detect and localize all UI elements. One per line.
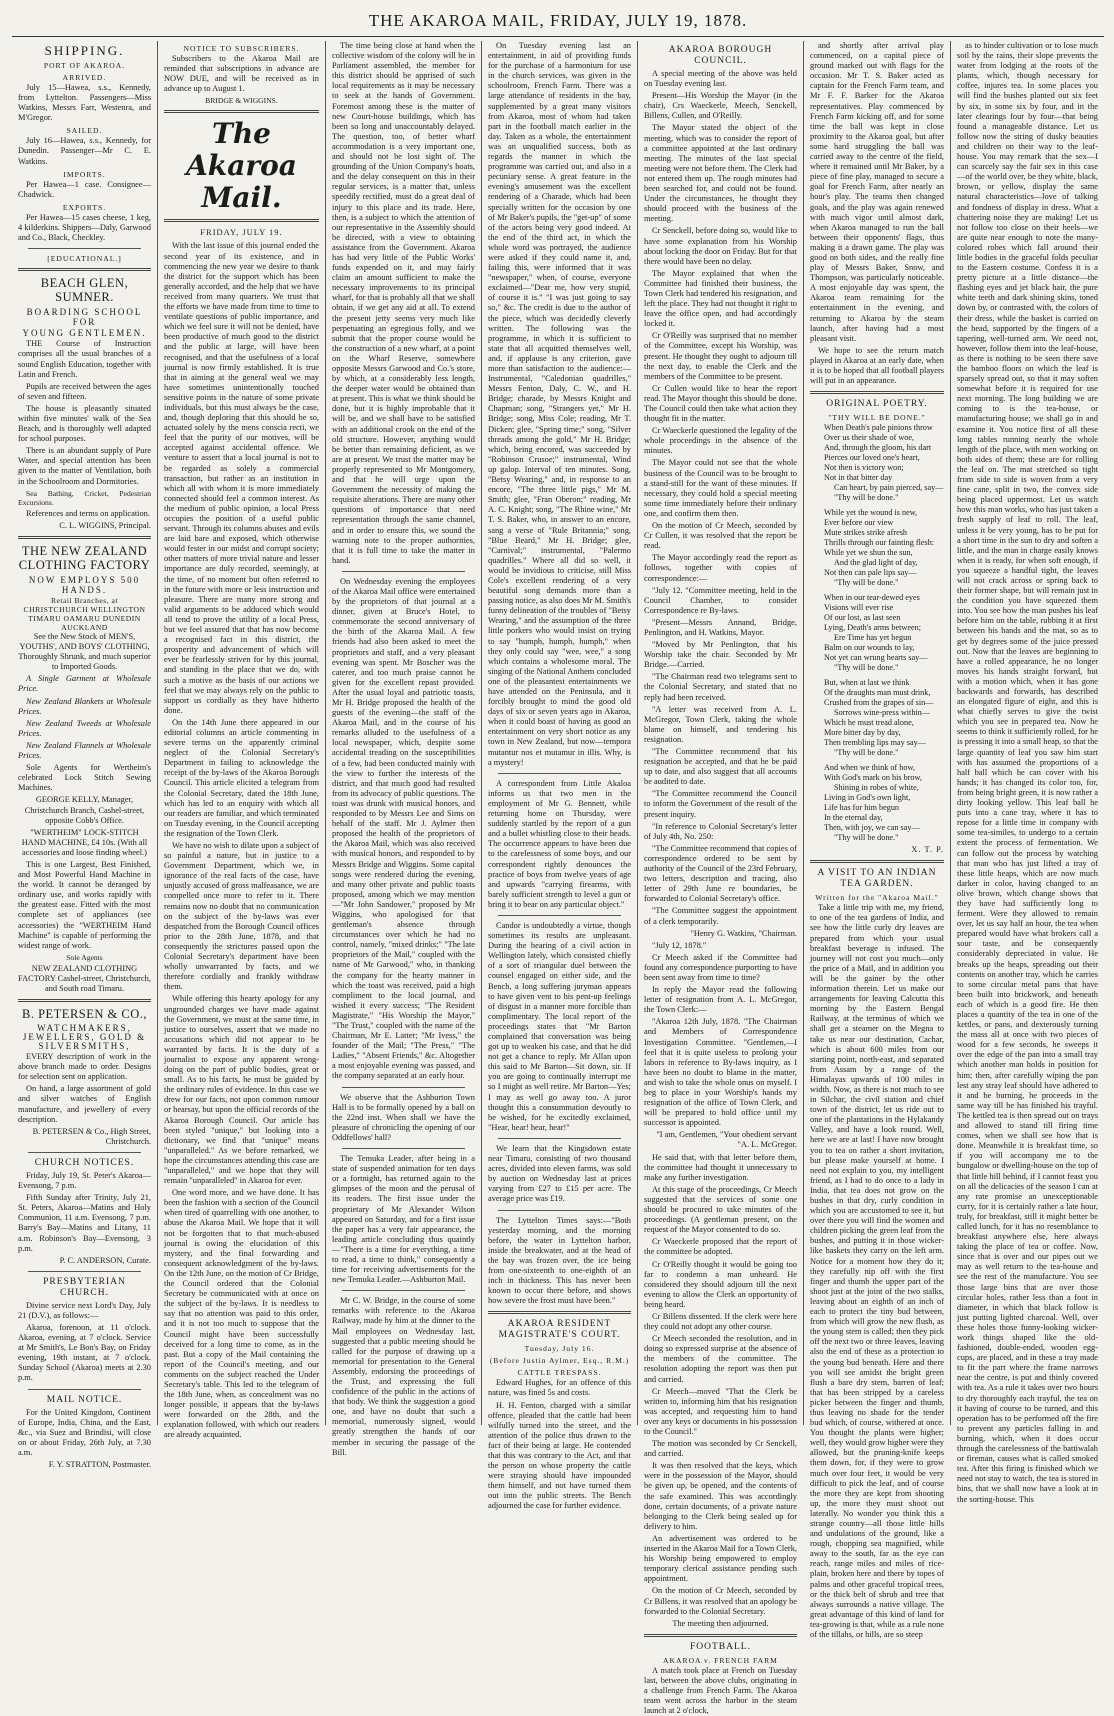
factory-text: A Single Garment at Wholesale Price. (18, 674, 151, 694)
mail-notice-signature: F. Y. STRATTON, Postmaster. (48, 1460, 151, 1469)
poem-signature: X. T. P. (911, 845, 944, 855)
divider (498, 1210, 621, 1211)
article-text: Candor is undoubtedly a virtue, though sometimes its results are unpleasant. During the hearing of a civil action in Wellington lately, which consisted chiefly of a sort of triangular duel between the counsel engaged on either side, and the Bench, a long suffering juryman appears to have given vent to his pent-up feelings of disgust in a manner more forcible than complimentary. The local report of the proceedings states that "Mr Barton complained that conversation was being got up to weaken his case, and that he did not get a chance to reply. Mr Allan upon this said to Mr Barton—Sit down, sir. If you are going to continually interrupt me so I might as well retire. Mr Barton—Yes; I may as well go away too. A juror thought this a consummation devoutly to be wished, for he excitedly exclaimed, "Hear, hear! hear, hear!" (488, 920, 631, 1132)
poem-line: "Thy will be done." (834, 663, 899, 673)
poem-line: Living in God's own light, (824, 793, 911, 803)
borough-title: AKAROA BOROUGH COUNCIL. (668, 45, 773, 66)
article-text: The time being close at hand when the collective wisdom of the colony will be in Parliament assembled, the member for this district should be apprised of such local requirements as it may be necessary to seek at the hands of Government. Foremost among these is the matter of new Court-house buildings, which has been so long and unaccountably delayed. The question, too, of better wharf accommodation is a very important one, and should not be lost sight of. The grounding of the Union Company's boats, and the delay consequent on this in their regular services, is a matter that, unless speedily rectified, must do a great deal of injury to this place and its trade. Here, then, is a subject to which the attention of our representative in the Assembly should be directed, with a view to obtaining assistance from the Government. Akaroa has had very little of the Public Works' funds expended on it, and may fairly claim an amount sufficient to make the necessary improvements to its principal wharf, for that is probably all that we shall obtain, if we get any aid at all. To extend the present jetty seems very much like perpetuating an egregious folly, and we submit that the proper course would be the construction of a new wharf, at a point on the Wharf Reserve, somewhere opposite Messrs Garwood and Co.'s store, by which, at a considerably less length, the deeper water would be obtained than at present. This is what we think should be done, but it is highly improbable that it will be, and we shall have to be satisfied with an additional crook on the end of the old structure. However, anything would be better than remaining deficient, as we are at present. We trust the matter may be properly represented to Mr Montgomery, and that he will urge upon the Government the necessity of making the requisite alterations. There are many other questions of importance that need representation through the same channel, and in order to ensure this, we sound the warning note to the proper authorities, that it is full time to take the matter in hand. (332, 41, 475, 565)
school-text: There is an abundant supply of Pure Water, and special attention has been given to the matter of Ventilation, both in the Schoolroom and Dormitories. (18, 446, 151, 486)
borough-signature: "Henry G. Watkins, "Chairman. (690, 928, 797, 938)
poem-line: When Death's pale pinions throw (824, 423, 933, 433)
poem-line: Over us their shade of woe, (824, 433, 915, 443)
court-text: Edward Hughes, for an offence of this nature, was fined 5s and costs. (488, 1378, 631, 1398)
borough-text: Cr Meech—moved "That the Clerk be written to, informing him that his resignation was accepted, and requesting him to hand over any keys or documents in his possession to the Council." (644, 1386, 797, 1436)
borough-text: On the motion of Cr Meech, seconded by Cr Cullen, it was resolved that the report be read. (644, 521, 797, 551)
petersen-sub: WATCHMAKERS, JEWELLERS, GOLD & SILVERSMITHS, (22, 1023, 147, 1052)
borough-text: "July 12, 1878." (652, 940, 707, 950)
borough-text: "Present—Messrs Annand, Bridge, Penlington, and H. Watkins, Mayor. (644, 617, 797, 637)
factory-text: GEORGE KELLY, Manager, Christchurch Branch, Cashel-street, opposite Cobb's Office. (24, 795, 145, 825)
borough-text: It was then resolved that the keys, which were in the possession of the Mayor, should be given up, be opened, and the contents of the safe examined. This was accordingly done, certain documents, of a private nature belonging to the Clerk being sealed up for delivery to him. (644, 1461, 797, 1531)
divider (498, 1138, 621, 1139)
poem-line: "Thy will be done." (834, 493, 899, 503)
editorial-text: One word more, and we have done. It has been the fashion with a section of the Council when tired of quarrelling with one another, to abuse the Akaroa Mail. We hope that it will not be forgotten that to that much-abused journal is owing the elucidation of this mystery, and the final forwarding and consequent acknowledgment of the by-laws. On the 12th June, on the motion of Cr Bridge, the Council ordered that the Colonial Secretary be communicated with at once on the subject of the by-laws. It is needless to say that no attention was paid to this order, and it is not too much to suppose that the Council might have been successfully deceived for a long time to come, as in the past. But a copy of the Mail containing the report of the Council's meeting, and our comments on the subject reached the Under Secretary's table. This led to the telegram of the 18th June, when, as concealment was no longer possible, it appears that the by-laws were forwarded on the 28th, and the explanation followed, with which our readers are already acquainted. (164, 1188, 319, 1440)
article-text: The Temuka Leader, after being in a state of suspended animation for ten days or a fortnight, has returned again to the glimpses of the moon and the perusal of its readers. The first issue under the proprietary of Mr Alexander Wilson appeared on Saturday, and for a first issue the paper has a very fair appearance, the leading article concluding thus quaintly—"There is a time for everything, a time to read, a time to think," consequently a time for receiving advertisements for the new Temuka Leader.—Ashburton Mail. (332, 1154, 475, 1285)
shipping-title: SHIPPING. (44, 43, 125, 58)
school-signature: C. L. WIGGINS, Principal. (59, 520, 151, 530)
borough-text: The Mayor accordingly read the report as follows, together with copies of correspondence:— (644, 553, 797, 583)
editorial-text: With the last issue of this journal ended the second year of its existence, and in commencing the new year we desire to thank the district for the support which has been generally accorded, and the help that we have received from many quarters. We trust that the efforts we have made from time to time to ventilate questions of public importance, and which we feel sure it will not be denied, have been productive of much good to the district and the public at large, will have been recognised, and that the usefulness of a local journal is now firmly established. It is true that in aiming at the general weal we may have sometimes unintentionally touched sensitive points in the nature of some private individuals, but this must always be the case, and, though deploring that this should be so, actuated solely by the mens conscia recti, we feel that the purity of our motives, will be accepted against accidental offence. We venture to assert that a local journal is not to be regarded as solely a commercial transaction, but rather as an institution in which all with whom it is more immediately connected should feel a common interest. As the medium of public opinion, a local Press occupies the position of a useful public servant. Through its columns abuses and evils are laid bare and exposed, which otherwise would fester in our midst and corrupt society; other matters of more trivial nature and lesser importance are duly recorded, seemingly, at the time, of no moment but often referred to in the future with more or less instruction and pleasure. There are many more strong and valid arguments to be adduced which would all tend to prove the utility of a local Press, but we feel assured that that has now become a recognised fact in this district, the prosperity and advancement of which will ever be fearlessly striven for by this journal, and standing in the place that we do, with such a motive as the basis of our actions we feel that we may always rely on the public to support us cordially as they have hitherto done. (164, 241, 319, 715)
divider (28, 1271, 141, 1272)
borough-signature: "I am, Gentlemen, "Your obedient servant "A. L. McGregor. (656, 1130, 797, 1150)
borough-text: An advertisement was ordered to be inserted in the Akaroa Mail for a Town Clerk, his Worship being empowered to employ temporary clerical assistance pending such appointment. (644, 1533, 797, 1584)
poem-line: Not in that bitter day (824, 473, 893, 483)
poem-line: Life has for him begun (824, 803, 900, 813)
petersen-signature: B. PETERSEN & Co., High Street, Christchurch. (32, 1126, 151, 1146)
factory-text: New Zealand Tweeds at Wholesale Prices. (18, 718, 151, 738)
divider (498, 773, 621, 774)
school-text: Sea Bathing, Cricket, Pedestrian Excursions. (18, 488, 151, 507)
notice-title: NOTICE TO SUBSCRIBERS. (183, 44, 300, 53)
poem-line: In the eternal day, (824, 813, 883, 823)
borough-text: On the motion of Cr Meech, seconded by Cr Billens, it was resolved that an apology be forwarded to the Colonial Secretary. (644, 1586, 797, 1616)
poem-line: But, when at last we think (824, 678, 910, 688)
poem-line: Not then is victory won; (824, 463, 904, 473)
school-name: BEACH GLEN, SUMNER. (40, 276, 129, 305)
divider (164, 110, 319, 113)
poem-line: Then, with joy, we can say— (824, 823, 920, 833)
borough-text: He said that, with that letter before them, the committee had thought it unnecessary to make any further investigation. (644, 1152, 797, 1182)
article-text: We observe that the Ashburton Town Hall is to be formally opened by a ball on the 22nd inst. When shall we have the pleasure of chronicling the opening of our Oddfellows' hall? (332, 1092, 475, 1142)
borough-text: Cr O'Reilly thought it would be going too far to condemn a man unheard. He considered they should adjourn till the next evening to allow the Clerk an opportunity of being heard. (644, 1259, 797, 1309)
court-text: H. H. Fenton, charged with a similar offence, pleaded that the cattle had been wilfully turned into the street, and the attention of the police thus drawn to the fact of their being at large. He contended that this was contrary to the Act, and that the person on whose property the cattle were straying should have impounded them himself, and not have turned them out into the public streets. The Bench adjourned the case for further evidence. (488, 1400, 631, 1511)
factory-text: See the New Stock of MEN'S, YOUTHS', AND BOYS' CLOTHING, Thoroughly Shrunk, and much superior to Imported Goods. (18, 632, 151, 672)
divider (18, 536, 151, 539)
column-1 (12, 41, 158, 1469)
arrived-label: ARRIVED. (62, 73, 107, 82)
factory-branches-label: Retail Branches, at (50, 596, 119, 605)
poem-line: "Thy will be done." (834, 833, 899, 843)
article-text: The Lyttelton Times says:—"Both yesterday morning, and the morning before, the water in Lyttelton harbor, inside the breakwater, and at the head of the bay was frozen over, the ice being from one-sixteenth to one-eighth of an inch in thickness. This has never been known to occur there before, and shows how severe the frost must have been." (488, 1215, 631, 1306)
divider (28, 1152, 141, 1153)
football-subtitle: AKAROA v. FRENCH FARM (663, 1655, 778, 1665)
poem-line: And the glad light of day, (834, 558, 918, 568)
poem-line: Sorrows wine-press within— (834, 708, 930, 718)
factory-employs: NOW EMPLOYS 500 HANDS. (28, 574, 141, 595)
borough-text: Cr Senckell, before doing so, would like to have some explanation from his Worship about locking the door on Friday. But for that there would have been no delay. (644, 226, 797, 266)
factory-name: THE NEW ZEALAND CLOTHING FACTORY (18, 543, 151, 572)
borough-text: At this stage of the proceedings, Cr Meech suggested that the services of some one should be procured to take minutes of the proceedings. (A gentleman present, on the request of the Mayor consented to do so. (644, 1184, 797, 1235)
borough-text: "The Committee recommend that his resignation be accepted, and that he be paid up to date, and also suggest that all accounts be audited to date. (644, 747, 797, 787)
poem-line: Ever before our view (824, 518, 894, 528)
factory-text: Sole Agents for Wertheim's celebrated Lock Stitch Sewing Machines. (18, 763, 151, 793)
divider (18, 999, 151, 1002)
borough-text: Cr Meech asked if the Committee had found any correspondence purporting to have been sent away from time to time? (644, 952, 797, 982)
borough-text: "Moved by Mr Penlington, that his Worship take the chair. Seconded by Mr Bridge.—Carried. (644, 640, 797, 670)
mail-notice-title: MAIL NOTICE. (46, 1394, 123, 1405)
divider (498, 915, 621, 916)
divider (810, 391, 944, 394)
divider (342, 571, 465, 572)
church-text: Fifth Sunday after Trinity, July 21, St. Peters, Akaroa—Matins and Holy Communion, 11 a.m. Evensong, 7 p.m. Barry's Bay—Matins and Litany, 11 a.m. Robinson's Bay—Evensong, 3 p.m. (18, 1193, 151, 1253)
petersen-text: EVERY description of work in the above branch made to order. Designs for selection sent on application. (18, 1052, 151, 1082)
column-4 (482, 41, 638, 1511)
divider (164, 219, 319, 222)
divider (342, 1087, 465, 1088)
borough-text: "In reference to Colonial Secretary's letter of July 4th, No. 250: (644, 821, 797, 841)
paper-date: FRIDAY, JULY 19. (200, 227, 283, 238)
divider (342, 1290, 465, 1291)
poem-line: Pierces our loved one's heart, (824, 453, 920, 463)
poem-line: While yet we shun the sun, (824, 548, 913, 558)
borough-text: The meeting then adjourned. (672, 1618, 769, 1628)
poem-line: Of the draughts man must drink, (824, 688, 931, 698)
poem-line: Then trembling lips may say— (824, 738, 926, 748)
exports-label: EXPORTS. (62, 202, 107, 212)
article-text: We learn that the Kingsdown estate near Timaru, consisting of two thousand acres, divided into eleven farms, was sold by auction on Wednesday last at prices varying from £27 to £15 per acre. The average price was £19. (488, 1143, 631, 1204)
arrived-text: July 15—Hawea, s.s., Kennedy, from Lyttelton. Passengers—Miss Watkins, Messrs Farr, Westenra, and M'Gregor. (18, 83, 151, 123)
borough-text: Cr Waeckerle questioned the legality of the whole proceedings in the absence of the minutes. (644, 426, 797, 456)
factory-agents: NEW ZEALAND CLOTHING FACTORY Cashel-street, Christchurch, and South road Timaru. (18, 963, 151, 993)
borough-text: In reply the Mayor read the following letter of resignation from A. L. McGregor, the Town Clerk:— (644, 985, 797, 1015)
article-text: A correspondent from Little Akaloa informs us that two men in the employment of Mr G. Bennett, while returning home on Thursday, were suddenly startled by the report of a gun and a bullet whistling close to their heads. The occurrence appears to have been due to the carelessness of some boys, and our correspondent rightly denounces the practice of boys from twelve years of age and upwards "carrying firearms, with barely sufficient strength to level a gun or bring it to bear on any particular object." (488, 778, 631, 909)
column-7 (951, 41, 1104, 1504)
borough-text: The Mayor could not see that the whole business of the Council was to be brought to a stand-still for the want of these minutes. If necessary, they could hold a special meeting some time immediately before their ordinary one, and confirm them then. (644, 458, 797, 518)
borough-text: Cr Billens dissented. If the clerk were here they could not adopt any other course. (644, 1311, 797, 1332)
borough-text: Cr Cullen would like to hear the report read. The Mayor thought this should be done. The Council could then take what action they thought fit in the matter. (644, 383, 797, 424)
borough-text: The Mayor stated the object of the meeting, which was to consider the report of a committee appointed at the last ordinary meeting. The minutes of the last special meeting were not before them. The Clerk had not entered them up. The rough minutes had been searched for, and could not be found. Under the circumstances, he thought they should proceed with the business of the meeting. (644, 123, 797, 224)
visit-text: Take a little trip with me, my friend, to one of the tea gardens of India, and see how the little curly dry leaves are prepared from which your usual breakfast beverage is infused. The journey will not cost you much—only the price of a Mail, and in addition you will be the gainer by the other information therein. Let us make our arrangements for leaving Calcutta this morning by the Eastern Bengal Railway, at the terminus of which we shall get a steamer on the Megna to take us near our destination, Cachar, which is about 600 miles from our starting point, north-east, and separated from Assam by a range of the Himalayas upwards of 100 miles in width. Now, as there is not much to see in Silchar, the civil station and chief town of the district, let us ride out to one of the plantations in the Hylakandy Valley, and have a look round. Well, here we are at last! I have now brought you to tea on rather a short invitation, but please make yourself at home. I need not explain to you, my intelligent friend, as I had to do once to a lady in India, that tea does not grow on the bushes in that dry, curly condition in which you are accustomed to see it, but over there you will find the women and children picking the green leaf from the bushes, and putting it in those wicker-like baskets they carry on the left arm. Notice for a moment how they do it; they carefully nip off with the first finger and thumb the upper part of the shoot just at the joint of the two stalks, leaving about an eighth of an inch of each to protect the tiny bud between, from which will grow the new flush, as the young stem is called; then they pick off the next two or three leaves, leaving also the end of these as a protection to the young bud beneath. Here and there you will see amidst the bright green flush a bare dry stem, barren of leaf; that has been stripped by a careless picker between the finger and thumb, thus leaving no shade for the tender bud which, of course, withered at once. You thought the plants were higher; well, they would grow higher were they allowed, but the pruning-knife keeps them down, for, if they were to grow much over four feet, it would be very difficult to pick the leaf, and of course the more they are kept from shooting up, the more they must shoot out laterally. No wonder you think this a strange country—all those little hills and undulations of the ground, like a rough, chopping sea magnified, while away to the south, far as the eye can reach, range miles and miles of rice-plain, broken here and there by topes of palms and other graceful tropical trees, or the thick belt of shrub and tree that always surrounds a native village. The great advantage of this kind of land for tea-growing is that, while as a rule none of the tillahs, or hills, are so steep (810, 903, 944, 1640)
poem-line: Ere Time has yet begun (834, 633, 912, 643)
port-title: PORT OF AKAROA. (43, 61, 126, 70)
school-text: The house is pleasantly situated within five minutes' walk of the Sea Beach, and is thoroughly well adapted for school purposes. (18, 403, 151, 444)
borough-text: Present—His Worship the Mayor (in the chair), Crs Waeckerle, Meech, Senckell, Billens, Cullen, and O'Reilly. (644, 91, 797, 121)
poem-line: When in our tear-dewed eyes (824, 593, 920, 603)
church-text: Friday, July 19, St. Peter's Akaroa—Evensong, 7 p.m. (18, 1170, 151, 1191)
church-signature: P. C. ANDERSON, Curate. (59, 1255, 151, 1265)
petersen-name: B. PETERSEN & CO., (22, 1007, 147, 1022)
poem-line: With God's mark on his brow, (824, 773, 922, 783)
poem-line: More bitter day by day, (824, 728, 901, 738)
poem-line: Shining in robes of white, (834, 783, 919, 793)
factory-text: New Zealand Blankets at Wholesale Prices. (18, 696, 151, 716)
borough-text: "The Committee recommend that copies of correspondence ordered to be sent by authority of the Council of the 23rd February, two letters, description and tracing, also letter of 29th June re boundaries, be forwarded to Colonial Secretary's office. (644, 843, 797, 904)
poem-line: Visions will ever rise (824, 603, 894, 613)
article-text: On Wednesday evening the employees of the Akaroa Mail office were entertained by the proprietors of that journal at a dinner, given at Bruce's Hotel, to commemorate the second anniversary of the birth of the Akaroa Mail. A few friends had also been asked to meet the proprietors and staff, and a very pleasant evening was spent. Mr Boscher was the caterer, and too much praise cannot be given for the excellent repast provided. After the usual loyal and patriotic toasts, Mr H. Bridge proposed the health of the guests of the evening—the staff of the Akaroa Mail, and in the course of his remarks alluded to the usefulness of a local newspaper, which, despite some accidental treading on the susceptibilities of a few, had been conducted mainly with the view to further the interests of the district, and that much good had resulted from its advocacy of public questions. The toast was drunk with musical honors, and responded to by Messrs Lee and Sims on behalf of the staff. Mr J. Aylmer then proposed the health of the proprietors of the Akaroa Mail, which was also received with musical honors, and responded to by Messrs Bridge and Wiggins. Some capital songs were rendered during the evening, and many other private and public toasts proposed, among which we may mention—"Mr John Sandower," proposed by Mr Wiggins, who apologised for that gentleman's absence through circumstances over which he had no control, namely, "mixed drinks;" "The late proprietors of the Mail," coupled with the name of Mr Garwood," who, in thanking the company for the hearty manner in which the toast was received, paid a high compliment to the local journal, and wished it every success; "The Resident Magistrate," "His Worship the Mayor," "The Trust," coupled with the name of the Chairman, Mr E. Latter; "Mr Ivess," the founder of the Mail; "The Press," "The Ladies," "Absent Friends," &c. Altogether a most enjoyable evening was passed, and the company separated at an early hour. (332, 576, 475, 1081)
borough-text: Cr Waeckerle proposed that the report of the committee be adopted. (644, 1237, 797, 1257)
school-sub: FOR (72, 317, 97, 328)
notice-text: Subscribers to the Akaroa Mail are reminded that subscriptions in advance are NOW DUE, and will be received as in advance up to August 1. (164, 54, 319, 94)
masthead: THE AKAROA MAIL, FRIDAY, JULY 19, 1878. (12, 8, 1104, 37)
borough-text: A special meeting of the above was held on Tuesday evening last. (644, 69, 797, 89)
columns (12, 41, 1104, 1716)
factory-agents: Sole Agents (66, 952, 103, 962)
poem-line: "Thy will be done." (834, 748, 899, 758)
borough-text: The Mayor explained that when the Committee had finished their business, the Town Clerk had tendered his resignation, and left the place. They had not thought it right to leave the office open, and had accordingly locked it. (644, 268, 797, 329)
football-text: and shortly after arrival play commenced, on a capital piece of ground marked out with flags for the occasion. Mr T. S. Baker acted as captain for the French Farm team, and Mr F. F. Barker for the Akaroa representatives. Play commenced by French Farm kicking off, and for some time the ball was kept in close proximity to the Akaroa goal, but after some hard struggling the ball was carried away to the centre of the field, where it remained until Mr Baker, by a piece of fine play, managed to secure a goal for French Farm, after nearly an hour's play. The teams then changed goals, and the play was again renewed with much vigor until almost dark, when Akaroa managed to run the ball between their opponents' flags, thus making it a drawn game. The play was good on both sides, and the really fine play of Messrs Baker, Snow, and Thompson, was particularly noticeable. A most enjoyable day was spent, the Akaroa team remaining for the entertainment in the evening, and returning to Akaroa by the steam launch, after having had a most pleasant visit. (810, 41, 944, 343)
poem-line: While yet the wound is new, (824, 508, 918, 518)
sailed-text: July 16—Hawea, s.s., Kennedy, for Dunedin. Passenger—Mr C. E. Watkins. (18, 136, 151, 166)
poem-line: "Thy will be done." (834, 578, 899, 588)
article-text: On Tuesday evening last an entertainment, in aid of providing funds for the purchase of a harmonium for use in the church services, was given in the schoolroom, French Farm. There was a large attendance of residents in the bay, supplemented by a great many visitors from Akaroa, most of whom had taken part in the football match earlier in the day. Taken as a whole, the entertainment was an unqualified success, both as regards the manner in which the programme was carried out, and also in a pecuniary sense. A great feature in the evening's amusement was the excellent rendering of a Charade, which had been specially written for the occasion by one of Mr Baker's pupils, the "get-up" of some of the actors being very good indeed. At the end of the third act, in which the whole word was portrayed, the audience were asked if they could name it, and, failing this, were informed that it was "newspaper," when, of course, everyone exclaimed—"Dear me, how very stupid, of course it is." "I was just going to say so," &c. The credit is due to the author of the piece, which was decidedly cleverly written. The following was the programme, in which it is sufficient to state that all acquitted themselves well, and, if applause is any criterion, gave more than satisfaction to the audience:—Instrumental, "Caledonian quadrilles," Messrs Fenton, Daly, C. W., and H. Bridge; charade, by Messrs Knight and Chapman; song, "Strangers yet," Mr H. Bridge; song, Miss Cole; reading, Mr T. Dicken; glee, "Spring time;" song, "Silver threads among the gold," Mr H. Bridge; which, being encored, was succeeded by "Robinson Crusoe;" instrumental, Wind up galop. Interval of ten minutes. Song, "Betsy Wearing," and, in response to an encore, "The three little pigs," Mr M. Smith; glee, "Fran Oberon;" reading, Mr A. C. Knight; song, "The Rhine wine," Mr T. S. Baker, who, in answer to an encore, sang a verse of "Rule Britannia;" song, "Blue Beard," Mr H. Bridge; glee, "Carnival;" instrumental, "Palermo quadrilles." Where all did so well, it would be invidious to criticise, still Miss Cole's excellent rendering of a very beautiful song demands more than a passing notice, as also does Mr M. Smith's funny delineation of the troubles of "Betsy Wearing," and the assumption of the three little porkers who would insist on trying to say "humph, humph, humph," when they only could say "wee, wee," a song which contains a wholesome moral. The singing of the National Anthem concluded one of the pleasantest entertainments we have attended on the Peninsula, and it forcibly brought to mind the good old days of six or seven years ago in Akaroa, when it could boast of having as good an entertainment on very short notice as any town in New Zealand, but now—tempora mutantur nos et mutamur in illis. Why, is a mystery! (488, 41, 631, 767)
borough-text: "The Committee suggest the appointment of a clerk temporarily. (644, 906, 797, 926)
school-text: Pupils are received between the ages of seven and fifteen. (18, 381, 151, 401)
sailed-label: SAILED. (66, 126, 103, 136)
visit-text: as to hinder cultivation or to lose much soil by the rains, their slope prevents the water from lodging at the roots of the plants, which, though necessary for coffee, injures tea. In some places you will find the bushes planted out six feet by six, in some six by four, and in the later clearings four by four—that being found a manageable distance. Let us follow now the string of dusky beauties and children on their way to the leaf-house. You may remark that the sex—I can scarcely say the fair sex in this case—of the world over, be they white, black, brown, or yellow, display the same natural characteristics—love of talking and fondness of display in dress. What a chattering noise they are making! Let us not follow too close on their heels—we are quite near enough to note the many-colored robes which fall around their little bodies in the graceful folds peculiar to the Eastern costume. Confess it is a pretty picture at a little distance—the flashing eyes and jet black hair, the pure white teeth and dark shining skins, toned down by, or contrasted with, the colors of their dress, while the basket is carried on the head, supported by the fingers of a tapering, well-turned arm. We need not, however, follow them into the leaf-house, as there is nothing to be seen there save the bamboo floors on which the leaf is sparsely spread out, so that it may soften somewhat before it is required for use next morning. The long building we are coming to is the tea-house, or manufacturing house; we shall go in and examine it. You notice first of all these long tables running nearly the whole length of the place, with men working on both sides of them; these are for rolling the leaf on. The mat stretched so tight from side to side is woven from a very fine cane, split in two, the convex side being placed uppermost. Let us watch how this man works, who has just taken a fresh supply of leaf to roll. The leaf, unless it be very young, has to be put for a short time in the sun to dry and soften a little, and the man in charge easily knows when it is ready, for when soft enough, if you squeeze a handful tight, the leaves will not crack across or spring back to their former shape, but will remain just in the condition you have squeezed them into. You see how the man pushes his leaf before him on the table, rubbing it at first between his hands and the mat, so as to get by degrees some of the juice pressed out. Now that the leaves are beginning to have a rolled appearance, he no longer moves his hands straight forward, but with a motion which, when it has gone backwards and forwards, has described an elongated figure of eight, and this is what chiefly serves to give the twist which you see in prepared tea. Now he seems to think it sufficiently rolled, for he is pressing it into a small heap, so that the large quantity of leaf you saw him start with has assumed the proportions of a half ball which he can cover with his hands; it has changed its color too, for, from being bright green, it is now rather a dirty looking yellow. This leaf ball he puts into a cane tray, where it has to repose for a little time in company with some tea-similes, to undergo to a certain extent the process of fermentation. We can follow out the process by watching that man who has just lifted a tray of these little heaps, which are now much darker in color, having changed to an olive brown, which change shows that they have had sufficiently long to ferment. Were they allowed to remain over, let us say half an hour, the tea when prepared would have what brokers call a sour taste, and be consequently considerably depreciated in value. He breaks up the heaps, spreading out their contents on another tray, which he carries to some circular metal pans that have been built into brickwork, and beneath each of which is a good fire. He then places a quantity of the tea in one of the kettles, or pans, and dexterously turning the mass all at once with two pieces of wood for a few seconds, he sweeps it over the edge of the pan into a small tray which another man holds in position for him; then, after carefully wiping the pan lest any stray leaf should have adhered to it and be burning, he proceeds in the same way till he has finished his trayful. The kettled tea is then spread out on trays and allowed to stand till firing time comes, when we shall see how that is done. Meanwhile it is breakfast time, so if you will accompany me to the bungalow or dwelling-house on the top of that little hill behind, if I cannot feast you on all the delicacies of the season I can at any rate promise an unexceptionable curry, for it is certainly rather a late hour, truly, for breakfast, still it might better be called lunch, for it has no resemblance to breakfast anywhere else, here always taking the place of tea or coffee. Now, since that is over and our pipes out we may as well return to the tea-house and see the rest of the manufacture. You see those large bins that are over those circular holes, rather less than a foot in diameter, in which that black follow is just putting lighted charcoal. Well, over these holes those funny-looking wicker-work things shaped like the old-fashioned, double-ended, wooden egg-cups, are placed, and in these a tray made to fit the part where the frame narrows near the centre, is put and thinly covered with tea. As a rule it takes over two hours to dry thoroughly each trayful, the tea on it having of course to be turned, and this operation has to be performed off the fire to prevent any particles falling in and burning, which, when it does occur through the carelessness of the battiwalah or fireman, causes what is called smoked tea. After this firing is finished which we need not stay to watch, the tea is stored in bins, that we shall now have a look at in the sorting-house. This (957, 41, 1098, 1504)
court-date: Tuesday, July 16. (524, 1344, 595, 1354)
borough-text: The motion was seconded by Cr Senckell, and carried. (644, 1439, 797, 1459)
borough-text: "The Chairman read two telegrams sent to the Colonial Secretary, and stated that no reply had been received. (644, 672, 797, 702)
poem-line: And when we think of how, (824, 763, 915, 773)
editorial-text: While offering this hearty apology for any ungrounded charges we have made against the Government, we must at the same time, in justice to ourselves, assert that we made no accusations which did not appear to be warranted by facts. It is the duty of a journalist to expose any apparent wrong-doing on the part of public bodies, great or small. As to his facts, he must be guided by the ordinary rules of evidence. In this case we drew for our facts, not upon common rumour or hearsay, but upon the official records of the Akaroa Borough Council. Our article has been styled "unique," but looking into a dictionary, we find that "unique" means "unparalleled." As we before remarked, we hope the circumstances attending this case are "unparalleled," and we hope that they will remain "unparalleled" in Akaroa for ever. (164, 994, 319, 1186)
borough-text: "The Committee recommend the Council to inform the Government of the result of the present inquiry. (644, 789, 797, 819)
poem-line: Not yet can wrung hearts say— (824, 653, 928, 663)
imports-text: Per Hawea—1 case. Consignee—Chadwick. (18, 179, 151, 199)
presbyterian-text: Akaroa, forenoon, at 11 o'clock. Akaroa, evening, at 7 o'clock. Service at Mr Smith's, Le Bon's Bay, on Friday evening, 19th instant, at 7 o'clock. Sunday School (Akaroa) meets at 2.30 p.m. (18, 1322, 151, 1383)
poem-line: Mute strikes strike afresh (824, 528, 907, 538)
poem-line: Which he must tread alone, (824, 718, 914, 728)
school-text: References and terms on application. (26, 508, 150, 518)
editorial-text: On the 14th June there appeared in our editorial columns an article commenting in severe terms on the apparently criminal neglect of the Colonial Secretary's Department in failing to acknowledge the receipt of the by-laws of the Akaroa Borough Council. This article elicited a telegram from the Colonial Secretary, dated the 18th June, which has led to an enquiry with which all our readers are familiar, and which terminated on Tuesday evening, in the Council accepting the resignation of the Town Clerk. (164, 717, 319, 838)
presbyterian-title: PRESBYTERIAN CHURCH. (43, 1276, 126, 1298)
notice-signature: BRIDGE & WIGGINS. (205, 96, 278, 106)
presbyterian-text: Divine service next Lord's Day, July 21 (D.V.), as follows:— (18, 1300, 151, 1320)
poem-line: Of our lost, as last seen (824, 613, 901, 623)
poem-line: Lying, Death's arms between; (824, 623, 921, 633)
petersen-text: On hand, a large assortment of gold and silver watches of English manufacture, and jewellery of every description. (18, 1084, 151, 1124)
divider (28, 1389, 141, 1390)
poem-line: Thrills through our fainting flesh: (824, 538, 935, 548)
school-sub: BOARDING SCHOOL (26, 307, 143, 318)
divider (28, 248, 141, 249)
borough-text: Cr O'Reilly was surprised that no member of the Committee, except his Worship, was present. He thought they ought to adjourn till the next day, to enable the Clerk and the members of the Committee to be present. (644, 331, 797, 381)
divider (18, 268, 151, 271)
divider (488, 1311, 631, 1314)
poem (810, 423, 944, 843)
poetry-title: ORIGINAL POETRY. (826, 399, 928, 410)
poem-line: Crushed from the grapes of sin— (824, 698, 934, 708)
mail-notice-text: For the United Kingdom, Continent of Europe, India, China, and the East, &c., via Suez and Brindisi, will close on or about Friday, 26th July, at 7.30 a.m. (18, 1407, 151, 1457)
court-title: AKAROA RESIDENT MAGISTRATE'S COURT. (498, 1319, 621, 1341)
poem-line: And, through the gloom, his dart (824, 443, 932, 453)
football-text: A match took place at French on Tuesday last, between the above clubs, originating in a challenge from French Farm. The Akaroa team went across the harbor in the steam launch at 2 o'clock, (644, 1665, 797, 1716)
column-2 (158, 41, 326, 1440)
divider (644, 1634, 797, 1637)
divider (810, 860, 944, 863)
exports-text: Per Hawea—15 cases cheese, 1 keg, 4 kilderkins. Shippers—Daly, Garwood and Co., Black, Checkley. (18, 212, 151, 243)
educational-tag: [EDUCATIONAL.] (47, 254, 122, 264)
editorial-text: We have no wish to dilate upon a subject of so painful a nature, but in justice to a Government Department, which we, in ignorance of the real facts of the case, have unjustly accused of gross malfeasance, we are compelled once more to refer to it. There remains now no doubt that no communication on the subject of the by-laws was ever despatched from the Borough Council offices prior to the 28th June, 1878, and that consequently the strictures passed upon the Colonial Secretary's department have been wholly unwarranted by facts, and we therefore cordially and frankly withdraw them. (164, 841, 319, 992)
column-5 (638, 41, 804, 1716)
borough-text: "July 12. "Committee meeting, held in the Council Chamber, to consider Correspondence re By-laws. (644, 585, 797, 615)
factory-branches: CHRISTCHURCH WELLINGTON TIMARU OAMARU DUNEDIN AUCKLAND (23, 605, 146, 632)
school-sub: YOUNG GENTLEMEN. (22, 328, 147, 339)
football-title: FOOTBALL. (690, 1641, 751, 1652)
column-6 (804, 41, 951, 1640)
court-subtitle: CATTLE TRESPASS. (517, 1368, 602, 1378)
school-text: THE Course of Instruction comprises all the usual branches of a sound English Education, together with Latin and French. (18, 339, 151, 379)
column-3 (326, 41, 482, 1457)
borough-text: "A letter was received from A. L. McGregor, Town Clerk, taking the whole blame on himself, and tendering his resignation. (644, 704, 797, 744)
visit-title: A VISIT TO AN INDIAN TEA GARDEN. (817, 868, 937, 890)
borough-text: Cr Meech seconded the resolution, and in doing so expressed surprise at the absence of the members of the committee. The resolution adopting the report was then put and carried. (644, 1334, 797, 1384)
borough-text: "Akaroa 12th July, 1878. "The Chairman and Members of Correspondence Investigation Committee. "Gentlemen,—I feel that it is quite useless to prolong your labors in reference to By-laws inquiry, as I have been no doubt to blame in the matter, and wish to take the whole onus on myself. I beg to place in your Worship's hands my resignation of the office of Town Clerk, and will be prepared to hold office until my successor is appointed. (644, 1017, 797, 1128)
factory-text: This is one Largest, Best Finished, and Most Powerful Hand Machine in the world. It cannot be deranged by ordinary use, and works rapidly with the greatest ease. Fitted with the most complete set of appliances (see accessories) the "WERTHEIM Hand Machine" is capable of performing the widest range of work. (18, 859, 151, 950)
visit-subtitle: Written for the "Akaroa Mail." (815, 893, 939, 903)
article-text: Mr C. W. Bridge, in the course of some remarks with reference to the Akaroa Railway, made by him at the dinner to the Mail employees on Wednesday last, suggested that a public meeting should be called for the purpose of drawing up a memorial for presentation to the General Assembly, endorsing the proceedings of the Trust, and expressing the full confidence of the public in the actions of that body. We think the suggestion a good one, and have no doubt that such a memorial, numerously signed, would greatly strengthen the hands of our member in securing the passage of the Bill. (332, 1296, 475, 1457)
church-title: CHURCH NOTICES. (34, 1157, 135, 1168)
poem-title: "THY WILL BE DONE." (828, 413, 926, 423)
factory-text: "WERTHEIM" LOCK-STITCH HAND MACHINE, £4 10s. (With all accessories and loose finding wheel.) (21, 827, 148, 857)
court-before: (Before Justin Aylmer, Esq., R.M.) (489, 1356, 630, 1366)
divider (342, 1148, 465, 1149)
poem-line: Not then can pale lips say— (824, 568, 917, 578)
football-text: We hope to see the return match played in Akaroa at an early date, when it is to be hoped that all football players will put in an appearance. (810, 345, 944, 386)
factory-text: New Zealand Flannels at Wholesale Prices. (18, 740, 151, 761)
paper-title: The Akaroa Mail. (186, 117, 297, 215)
poem-line: Can heart, by pain pierced, say— (834, 483, 944, 493)
imports-label: IMPORTS. (63, 169, 106, 179)
poem-line: Balm on our wounds to lay, (824, 643, 915, 653)
